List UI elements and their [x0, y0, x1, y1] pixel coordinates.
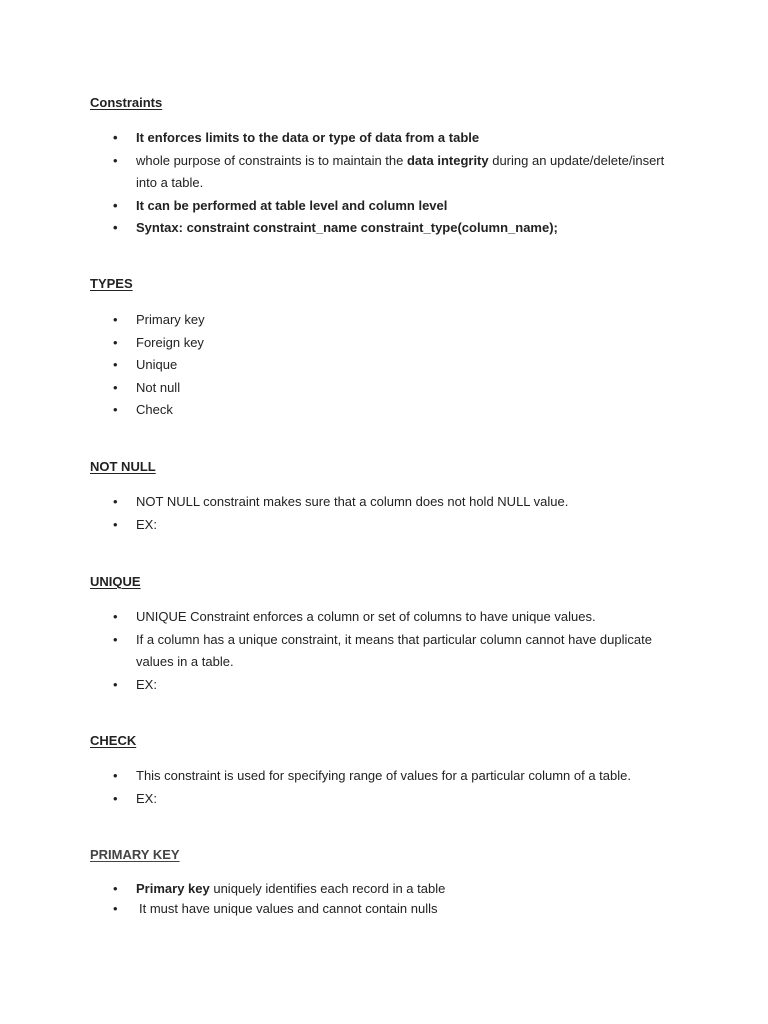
list-item-text: uniquely identifies each record in a table: [209, 881, 446, 896]
not-null-list: [0, 491, 768, 536]
heading-constraints: Constraints: [90, 95, 163, 110]
list-item: • EX:: [0, 514, 676, 537]
list-item: • Unique: [0, 354, 676, 377]
primary-key-list: [0, 879, 768, 919]
heading-primary-key: PRIMARY KEY: [90, 847, 180, 862]
list-item-text: It must have unique values and cannot contain nulls: [139, 901, 438, 916]
list-item: • Syntax: constraint constraint_name constraint_type(column_name);: [0, 217, 676, 240]
list-item: • It enforces limits to the data or type of data from a table: [0, 127, 676, 150]
emphasis-data-integrity: data integrity: [406, 152, 489, 168]
list-item-text: whole purpose of constraints is to maintain the: [136, 152, 407, 168]
heading-types: TYPES: [90, 276, 133, 291]
list-item: [0, 150, 676, 195]
list-item: • It can be performed at table level and column level: [0, 195, 676, 218]
list-item: • Primary key: [0, 309, 676, 332]
list-item: • If a column has a unique constraint, it means that particular column cannot have duplicate values in a table.: [0, 629, 676, 674]
types-list: [0, 309, 768, 422]
list-item: • This constraint is used for specifying range of values for a particular column of a table.: [0, 765, 676, 788]
list-item: • EX:: [0, 788, 676, 811]
unique-list: [0, 606, 768, 696]
list-item: • Not null: [0, 377, 676, 400]
list-item: [0, 879, 676, 899]
list-item: • NOT NULL constraint makes sure that a column does not hold NULL value.: [0, 491, 676, 514]
list-item: • Foreign key: [0, 332, 676, 355]
heading-not-null: NOT NULL: [90, 459, 156, 474]
list-item: [0, 899, 676, 919]
list-item: • Check: [0, 399, 676, 422]
heading-check: CHECK: [90, 733, 137, 748]
check-list: [0, 765, 768, 810]
list-item: • UNIQUE Constraint enforces a column or set of columns to have unique values.: [0, 606, 676, 629]
emphasis-primary-key: Primary key: [136, 881, 210, 896]
list-item-text: during an update/delete/insert into a table.: [136, 152, 665, 190]
list-item: • EX:: [0, 674, 676, 697]
constraints-list: [0, 127, 768, 240]
heading-unique: UNIQUE: [90, 574, 141, 589]
